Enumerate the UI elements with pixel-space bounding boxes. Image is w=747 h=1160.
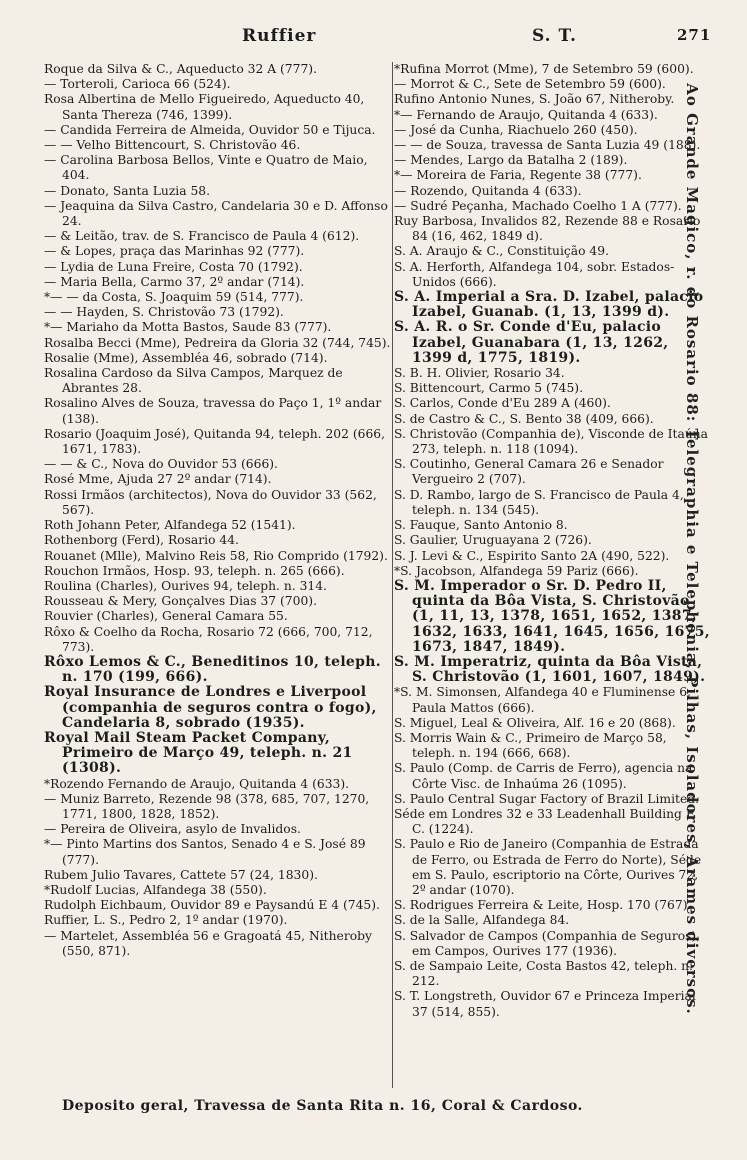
directory-entry: *— Mariaho da Motta Bastos, Saude 83 (777). [44, 320, 332, 335]
directory-entry: S. Salvador de Campos (Companhia de Seguros), em Campos, Ourives 177 (1936). [394, 928, 701, 958]
directory-entry: — & Leitão, trav. de S. Francisco de Paula 4 (612). [44, 229, 360, 244]
directory-entry: — José da Cunha, Riachuelo 260 (450). [394, 122, 638, 137]
directory-entry: — Carolina Barbosa Bellos, Vinte e Quatro de Maio, 404. [44, 153, 368, 183]
directory-entry: — — Hayden, S. Christovão 73 (1792). [44, 305, 284, 320]
directory-entry: Rôxo & Coelho da Rocha, Rosario 72 (666, 700, 712, 773). [44, 624, 373, 654]
directory-entry: S. de Sampaio Leite, Costa Bastos 42, teleph. n. 212. [394, 958, 694, 989]
directory-entry: S. Christovão (Companhia de), Visconde de Itaúna 273, teleph. n. 118 (1094). [394, 426, 708, 457]
directory-entry: Rouvier (Charles), General Camara 55. [44, 609, 288, 624]
directory-entry: *— Moreira de Faria, Regente 38 (777). [394, 168, 642, 183]
directory-entry: Rosario (Joaquim José), Quitanda 94, teleph. 202 (666, 1671, 1783). [44, 426, 386, 457]
directory-entry: Roulina (Charles), Ourives 94, teleph. n. 314. [44, 578, 327, 593]
directory-entry: Ruy Barbosa, Invalidos 82, Rezende 88 e Rosario 84 (16, 462, 1849 d). [394, 214, 701, 244]
directory-entry: — — Velho Bittencourt, S. Christovão 46. [44, 138, 301, 153]
directory-entry: — Muniz Barreto, Rezende 98 (378, 685, 707, 1270, 1771, 1800, 1828, 1852). [44, 791, 370, 821]
directory-entry: *S. M. Simonsen, Alfandega 40 e Fluminense 6, Paula Mattos (666). [394, 685, 691, 715]
running-head-letters: S. T. [532, 26, 577, 46]
directory-entry: *— Fernando de Araujo, Quitanda 4 (633). [394, 107, 658, 122]
directory-entry: *Rufina Morrot (Mme), 7 de Setembro 59 (600). [394, 62, 694, 76]
directory-entry: Rothenborg (Ferd), Rosario 44. [44, 533, 239, 548]
directory-entry: S. B. H. Olivier, Rosario 34. [394, 366, 565, 381]
directory-entry: S. J. Levi & C., Espirito Santo 2A (490, 522). [394, 548, 670, 563]
directory-entry: Roth Johann Peter, Alfandega 52 (1541). [44, 518, 296, 533]
directory-entry: S. A. Araujo & C., Constituição 49. [394, 244, 609, 259]
directory-entry: S. A. R. o Sr. Conde d'Eu, palacio Izabel, Guanabara (1, 13, 1262, 1399 d, 1775, 1819). [394, 319, 669, 366]
directory-entry: *Rozendo Fernando de Araujo, Quitanda 4 (633). [44, 776, 350, 791]
directory-entry: Ruffier, L. S., Pedro 2, 1º andar (1970). [44, 913, 288, 928]
directory-entry: — Maria Bella, Carmo 37, 2º andar (714). [44, 274, 305, 289]
directory-entry: — Mendes, Largo da Batalha 2 (189). [394, 153, 628, 168]
directory-entry: Rousseau & Mery, Gonçalves Dias 37 (700). [44, 594, 317, 609]
directory-entry: S. Paulo Central Sugar Factory of Brazil Limited. [394, 791, 700, 806]
directory-entry: Rubem Julio Tavares, Cattete 57 (24, 1830). [44, 867, 318, 882]
directory-entry: Rufino Antonio Nunes, S. João 67, Nitheroby. [394, 92, 675, 107]
right-column [394, 62, 712, 1020]
directory-entry: Royal Insurance de Londres e Liverpool (companhia de seguros contra o fogo), Candelaria 8, sobrado (1935). [44, 684, 377, 731]
directory-entry: Rosalba Becci (Mme), Pedreira da Gloria 32 (744, 745). [44, 335, 391, 350]
directory-entry: S. Coutinho, General Camara 26 e Senador Vergueiro 2 (707). [394, 457, 664, 487]
directory-entry: Rossi Irmãos (architectos), Nova do Ouvidor 33 (562, 567). [44, 487, 377, 517]
directory-entry: — Martelet, Assembléa 56 e Gragoatá 45, Nitheroby (550, 871). [44, 928, 372, 958]
directory-entry: S. Carlos, Conde d'Eu 289 A (460). [394, 396, 611, 411]
directory-entry: Séde em Londres 32 e 33 Leadenhall Building F. C. (1224). [394, 806, 697, 837]
directory-entry: — Morrot & C., Sete de Setembro 59 (600). [394, 77, 666, 92]
directory-entry: Rosalino Alves de Souza, travessa do Paço 1, 1º andar (138). [44, 396, 382, 426]
directory-entry: *Rudolf Lucias, Alfandega 38 (550). [44, 882, 267, 897]
directory-entry: S. de Castro & C., S. Bento 38 (409, 666). [394, 411, 654, 426]
directory-entry: Royal Mail Steam Packet Company, Primeiro de Março 49, teleph. n. 21 (1308). [44, 729, 353, 777]
directory-entry: S. A. Imperial a Sra. D. Izabel, palacio Izabel, Guanab. (1, 13, 1399 d). [394, 289, 704, 321]
directory-entry: S. Paulo (Comp. de Carris de Ferro), agencia na Côrte Visc. de Inhaúma 26 (1095). [394, 761, 693, 791]
running-head-name: Ruffier [242, 26, 317, 46]
directory-entry: S. Fauque, Santo Antonio 8. [394, 518, 568, 533]
directory-entry: — & Lopes, praça das Marinhas 92 (777). [44, 244, 305, 259]
left-column [44, 62, 394, 959]
directory-entry: — Torteroli, Carioca 66 (524). [44, 77, 231, 92]
directory-entry: Rosalina Cardoso da Silva Campos, Marquez de Abrantes 28. [44, 366, 343, 396]
directory-entry: *— Pinto Martins dos Santos, Senado 4 e S. José 89 (777). [44, 837, 366, 867]
directory-entry: — — de Souza, travessa de Santa Luzia 49 (188). [394, 138, 701, 153]
directory-entry: — Donato, Santa Luzia 58. [44, 183, 211, 198]
directory-entry: — Lydia de Luna Freire, Costa 70 (1792). [44, 259, 303, 274]
page-number: 271 [677, 26, 712, 44]
directory-entry: Rosé Mme, Ajuda 27 2º andar (714). [44, 472, 272, 487]
directory-entry: Rouanet (Mlle), Malvino Reis 58, Rio Comprido (1792). [44, 548, 388, 563]
directory-entry: Rosa Albertina de Mello Figueiredo, Aqueducto 40, Santa Thereza (746, 1399). [44, 92, 365, 122]
directory-entry: S. de la Salle, Alfandega 84. [394, 913, 570, 928]
directory-entry: — — & C., Nova do Ouvidor 53 (666). [44, 457, 278, 472]
column-divider [392, 62, 393, 1088]
directory-entry: S. Miguel, Leal & Oliveira, Alf. 16 e 20 (868). [394, 715, 676, 730]
directory-entry: *S. Jacobson, Alfandega 59 Pariz (666). [394, 563, 639, 578]
directory-entry: — Sudré Peçanha, Machado Coelho 1 A (777). [394, 198, 682, 213]
directory-entry: S. M. Imperador o Sr. D. Pedro II, quinta da Bôa Vista, S. Christovão (1, 11, 13, 1378, 1651, 1652, 1387, 1632, 1633, 1641, 1645, 1656, 1675, 1673, 1847, 1849). [394, 577, 710, 655]
directory-entry: S. T. Longstreth, Ouvidor 67 e Princeza Imperial 37 (514, 855). [394, 989, 696, 1019]
directory-entry: S. Morris Wain & C., Primeiro de Março 58, teleph. n. 194 (666, 668). [394, 730, 667, 761]
side-advertisement: Ao Grande Magico, r. do Rosario 88: Telegraphia e Telephonia, Pilhas, Isoladores, Arames diversos. [683, 83, 701, 1015]
directory-entry: S. A. Herforth, Alfandega 104, sobr. Estados-Unidos (666). [394, 259, 675, 289]
directory-entry: S. Paulo e Rio de Janeiro (Companhia de Estrada de Ferro, ou Estrada de Ferro do Norte), Séde em S. Paulo, escriptorio na Côrte, Ourives 72, 2º andar (1070). [394, 837, 702, 897]
directory-entry: S. Rodrigues Ferreira & Leite, Hosp. 170 (767). [394, 898, 692, 913]
directory-entry: Rosalie (Mme), Assembléa 46, sobrado (714). [44, 350, 328, 365]
directory-entry: — Jeaquina da Silva Castro, Candelaria 30 e D. Affonso 24. [44, 198, 388, 229]
directory-entry: S. D. Rambo, largo de S. Francisco de Paula 4, teleph. n. 134 (545). [394, 487, 684, 517]
directory-entry: *— — da Costa, S. Joaquim 59 (514, 777). [44, 290, 304, 305]
directory-entry: — Rozendo, Quitanda 4 (633). [394, 183, 582, 198]
directory-entry: S. Gaulier, Uruguayana 2 (726). [394, 533, 592, 548]
directory-entry: Rôxo Lemos & C., Beneditinos 10, teleph. n. 170 (199, 666). [44, 653, 381, 686]
directory-entry: — Pereira de Oliveira, asylo de Invalidos. [44, 822, 301, 837]
directory-entry: Rouchon Irmãos, Hosp. 93, teleph. n. 265 (666). [44, 563, 345, 578]
directory-entry: Rudolph Eichbaum, Ouvidor 89 e Paysandú E 4 (745). [44, 898, 380, 913]
directory-entry: Roque da Silva & C., Aqueducto 32 A (777). [44, 62, 317, 76]
directory-entry: S. M. Imperatriz, quinta da Bôa Vista, S. Christovão (1, 1601, 1607, 1849). [394, 653, 706, 686]
directory-entry: — Candida Ferreira de Almeida, Ouvidor 50 e Tijuca. [44, 122, 376, 137]
footer-line: Deposito geral, Travessa de Santa Rita n. 16, Coral & Cardoso. [62, 1098, 583, 1114]
directory-entry: S. Bittencourt, Carmo 5 (745). [394, 381, 583, 396]
